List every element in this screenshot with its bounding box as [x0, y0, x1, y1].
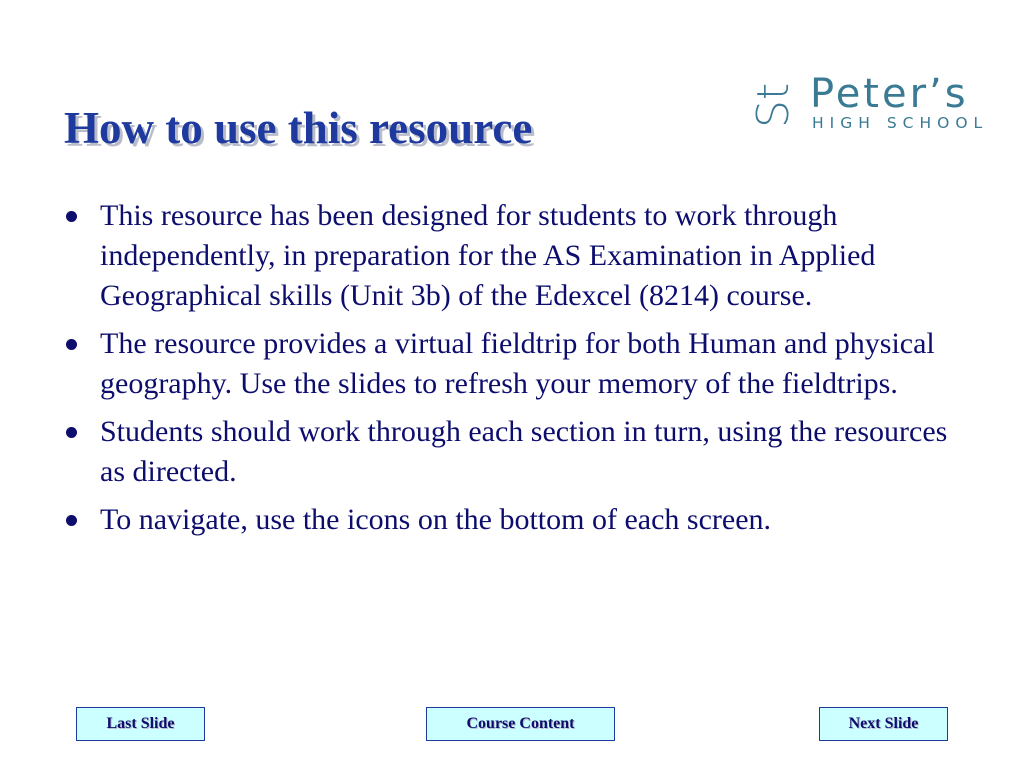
- bullet-dot-icon: [66, 515, 77, 526]
- list-item: [62, 324, 962, 404]
- logo-subtitle-text: HIGH SCHOOL: [812, 114, 989, 132]
- last-slide-button[interactable]: Last Slide: [76, 707, 205, 741]
- bullet-text: This resource has been designed for students to work through independently, in preparation for the AS Examination in Applied Geographical skills (Unit 3b) of the Edexcel (8214) course.: [100, 199, 876, 312]
- school-logo-graphic: [748, 62, 1010, 134]
- bullet-list: [62, 196, 962, 548]
- next-slide-button[interactable]: Next Slide: [819, 707, 948, 741]
- slide-title: How to use this resource: [64, 103, 533, 153]
- list-item: [62, 412, 962, 492]
- course-content-button[interactable]: Course Content: [426, 707, 615, 741]
- list-item: [62, 196, 962, 316]
- bullet-dot-icon: [66, 427, 77, 438]
- bullet-dot-icon: [66, 211, 77, 222]
- logo-st-text: St: [748, 82, 799, 128]
- bullet-text: Students should work through each section in turn, using the resources as directed.: [100, 415, 948, 488]
- logo-name-text: Peter’s: [810, 71, 969, 117]
- school-logo: [748, 62, 1010, 134]
- bullet-dot-icon: [66, 339, 77, 350]
- bullet-text: The resource provides a virtual fieldtrip for both Human and physical geography. Use the slides to refresh your memory of the fieldtrips.: [100, 327, 935, 400]
- bullet-text: To navigate, use the icons on the bottom of each screen.: [100, 503, 772, 536]
- list-item: [62, 500, 962, 540]
